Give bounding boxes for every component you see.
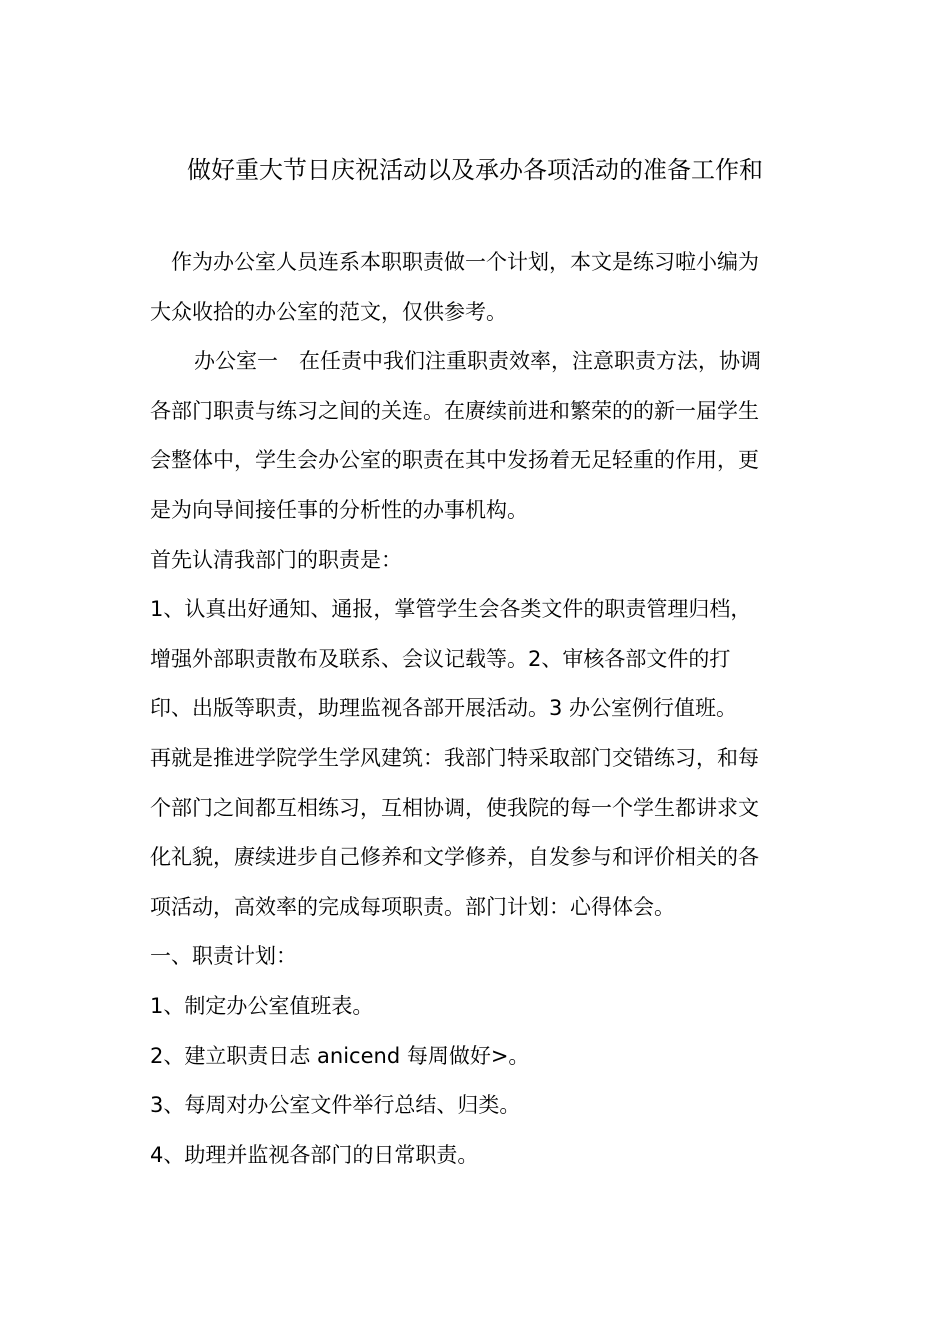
list-item: 1、制定办公室值班表。 xyxy=(150,993,374,1018)
paragraph-line: 一、职责计划： xyxy=(150,944,297,969)
paragraph-line: 化礼貌，赓续进步自己修养和文学修养，自发参与和评价相关的各 xyxy=(150,845,759,870)
paragraph-line: 大众收拾的办公室的范文，仅供参考。 xyxy=(150,299,507,324)
list-item: 4、助理并监视各部门的日常职责。 xyxy=(150,1142,479,1167)
paragraph-line: 再就是推进学院学生学风建筑：我部门特采取部门交错练习，和每 xyxy=(150,745,759,770)
paragraph-line: 1、认真出好通知、通报，掌管学生会各类文件的职责管理归档， xyxy=(150,597,752,622)
list-item: 2、建立职责日志 anicend 每周做好>。 xyxy=(150,1043,530,1068)
paragraph-line: 作为办公室人员连系本职职责做一个计划，本文是练习啦小编为 xyxy=(171,250,759,274)
document-title: 做好重大节日庆祝活动以及承办各项活动的准备工作和 xyxy=(187,156,763,184)
list-item: 3、每周对办公室文件举行总结、归类。 xyxy=(150,1093,521,1118)
paragraph-line: 办公室一 在任责中我们注重职责效率，注意职责方法，协调 xyxy=(194,349,761,374)
paragraph-line: 项活动，高效率的完成每项职责。部门计划：心得体会。 xyxy=(150,894,675,919)
paragraph-line: 个部门之间都互相练习，互相协调，使我院的每一个学生都讲求文 xyxy=(150,795,759,820)
paragraph-line: 印、出版等职责，助理监视各部开展活动。3 办公室例行值班。 xyxy=(150,696,738,721)
paragraph-line: 是为向导间接任事的分析性的办事机构。 xyxy=(150,497,528,522)
paragraph-line: 首先认清我部门的职责是： xyxy=(150,547,402,572)
document-body xyxy=(150,238,800,1180)
paragraph-line: 各部门职责与练习之间的关连。在赓续前进和繁荣的的新一届学生 xyxy=(150,398,759,423)
paragraph-line: 会整体中，学生会办公室的职责在其中发扬着无足轻重的作用，更 xyxy=(150,448,759,473)
paragraph-line: 增强外部职责散布及联系、会议记载等。2、审核各部文件的打 xyxy=(150,646,731,671)
